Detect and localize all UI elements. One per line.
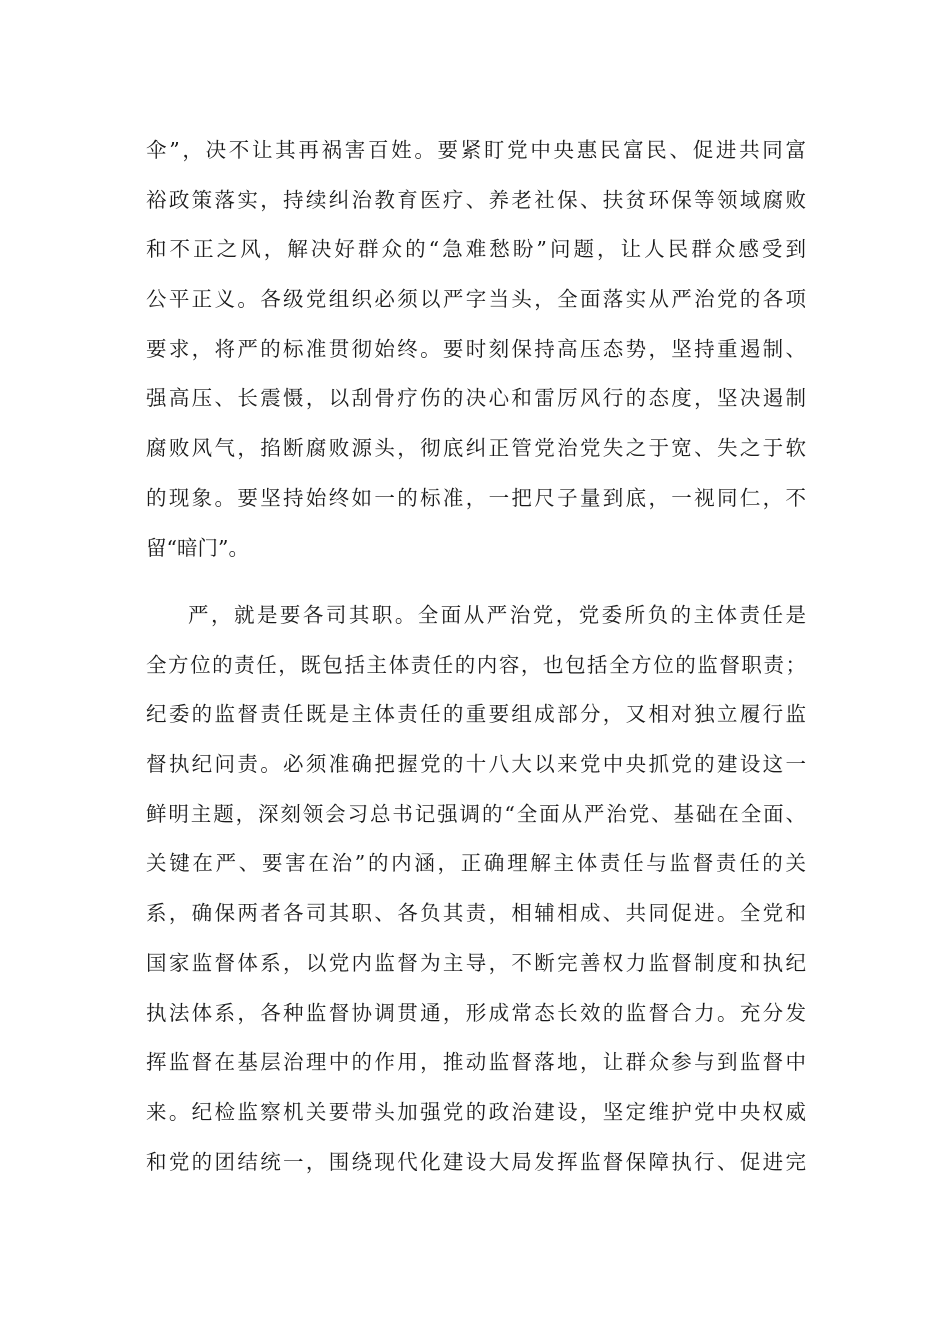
text-line: 全方位的责任，既包括主体责任的内容，也包括全方位的监督职责； [146,652,806,677]
text-line: 的现象。要坚持始终如一的标准，一把尺子量到底，一视同仁，不 [146,485,806,510]
text-line: 和党的团结统一，围绕现代化建设大局发挥监督保障执行、促进完 [146,1149,806,1174]
text-line: 腐败风气，掐断腐败源头，彻底纠正管党治党失之于宽、失之于软 [146,436,806,461]
text-line: 公平正义。各级党组织必须以严字当头，全面落实从严治党的各项 [146,287,806,312]
text-line: 关键在严、要害在治”的内涵，正确理解主体责任与监督责任的关 [146,851,806,876]
text-line: 督执纪问责。必须准确把握党的十八大以来党中央抓党的建设这一 [146,752,806,777]
text-line: 伞”，决不让其再祸害百姓。要紧盯党中央惠民富民、促进共同富 [146,138,806,162]
text-line: 严，就是要各司其职。全面从严治党，党委所负的主体责任是 [188,603,806,627]
text-line: 鲜明主题，深刻领会习总书记强调的“全面从严治党、基础在全面、 [146,801,806,826]
text-line: 和不正之风，解决好群众的“急难愁盼”问题，让人民群众感受到 [146,237,806,262]
paragraph-1 [146,126,806,573]
text-line: 要求，将严的标准贯彻始终。要时刻保持高压态势，坚持重遏制、 [146,336,806,361]
text-line: 执法体系，各种监督协调贯通，形成常态长效的监督合力。充分发 [146,1000,806,1025]
text-line: 裕政策落实，持续纠治教育医疗、养老社保、扶贫环保等领域腐败 [146,187,806,212]
text-line: 纪委的监督责任既是主体责任的重要组成部分，又相对独立履行监 [146,702,806,727]
text-line: 来。纪检监察机关要带头加强党的政治建设，坚定维护党中央权威 [146,1099,806,1124]
text-line: 挥监督在基层治理中的作用，推动监督落地，让群众参与到监督中 [146,1050,806,1075]
text-line: 系，确保两者各司其职、各负其责，相辅相成、共同促进。全党和 [146,901,806,926]
text-line: 留“暗门”。 [146,535,249,560]
text-line: 强高压、长震慑，以刮骨疗伤的决心和雷厉风行的态度，坚决遏制 [146,386,806,411]
text-line: 国家监督体系，以党内监督为主导，不断完善权力监督制度和执纪 [146,950,806,975]
paragraph-2 [146,591,806,1187]
